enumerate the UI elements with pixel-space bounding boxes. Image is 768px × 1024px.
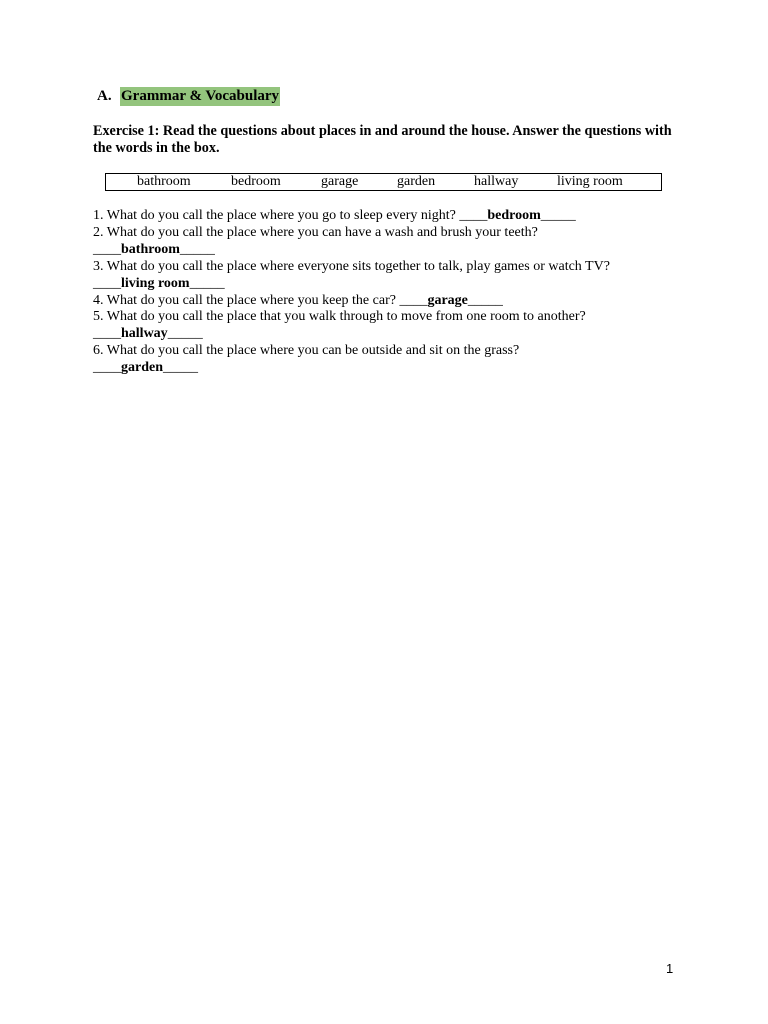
answer-line <box>93 326 683 343</box>
word-box-item: bedroom <box>231 174 281 189</box>
answer-line <box>93 360 683 377</box>
answer-text: hallway <box>121 326 168 342</box>
question-item <box>93 208 683 225</box>
answer-blank: ____ <box>93 360 121 376</box>
answer-blank: _____ <box>179 241 215 257</box>
page-number: 1 <box>666 961 674 976</box>
answer-blank: ____ <box>93 275 121 291</box>
answer-text: bathroom <box>121 241 180 257</box>
question-item <box>93 293 683 310</box>
answer-blank: _____ <box>189 275 225 291</box>
answer-blank: ____ <box>455 208 488 223</box>
word-box-item: garden <box>397 174 436 189</box>
answer-blank: ____ <box>93 326 121 342</box>
answer-blank: ____ <box>93 241 121 257</box>
question-item <box>93 225 683 242</box>
question-text: 2. What do you call the place where you can have a wash and brush your teeth? <box>93 224 538 240</box>
question-item <box>93 309 683 326</box>
answer-text: garage <box>427 292 468 308</box>
answer-line <box>93 242 683 259</box>
answer-blank: ____ <box>395 292 428 308</box>
answer-line <box>93 276 683 293</box>
section-letter: A. <box>97 88 112 104</box>
word-box-item: garage <box>321 174 359 189</box>
question-list <box>93 208 683 377</box>
question-text: 5. What do you call the place that you walk through to move from one room to another? <box>93 309 586 325</box>
word-box-item: bathroom <box>137 174 191 189</box>
section-title: Grammar & Vocabulary <box>121 88 280 104</box>
question-item <box>93 343 683 360</box>
exercise-instructions: Exercise 1: Read the questions about places in and around the house. Answer the questions with the words in the box. <box>93 123 672 156</box>
word-box-item: hallway <box>474 174 519 189</box>
answer-blank: _____ <box>163 360 198 376</box>
answer-blank: _____ <box>167 326 203 342</box>
word-box <box>105 173 662 191</box>
answer-blank: _____ <box>540 208 576 223</box>
word-box-item: living room <box>557 174 623 189</box>
question-text: 4. What do you call the place where you keep the car? <box>93 292 396 308</box>
answer-text: garden <box>121 360 163 376</box>
question-text: 3. What do you call the place where everyone sits together to talk, play games or watch TV? <box>93 258 610 274</box>
answer-text: bedroom <box>487 208 541 223</box>
question-text: 1. What do you call the place where you go to sleep every night? <box>93 208 456 223</box>
answer-text: living room <box>121 275 190 291</box>
section-heading <box>97 86 280 106</box>
answer-blank: _____ <box>467 292 503 308</box>
question-item <box>93 259 683 276</box>
question-text: 6. What do you call the place where you can be outside and sit on the grass? <box>93 343 520 359</box>
